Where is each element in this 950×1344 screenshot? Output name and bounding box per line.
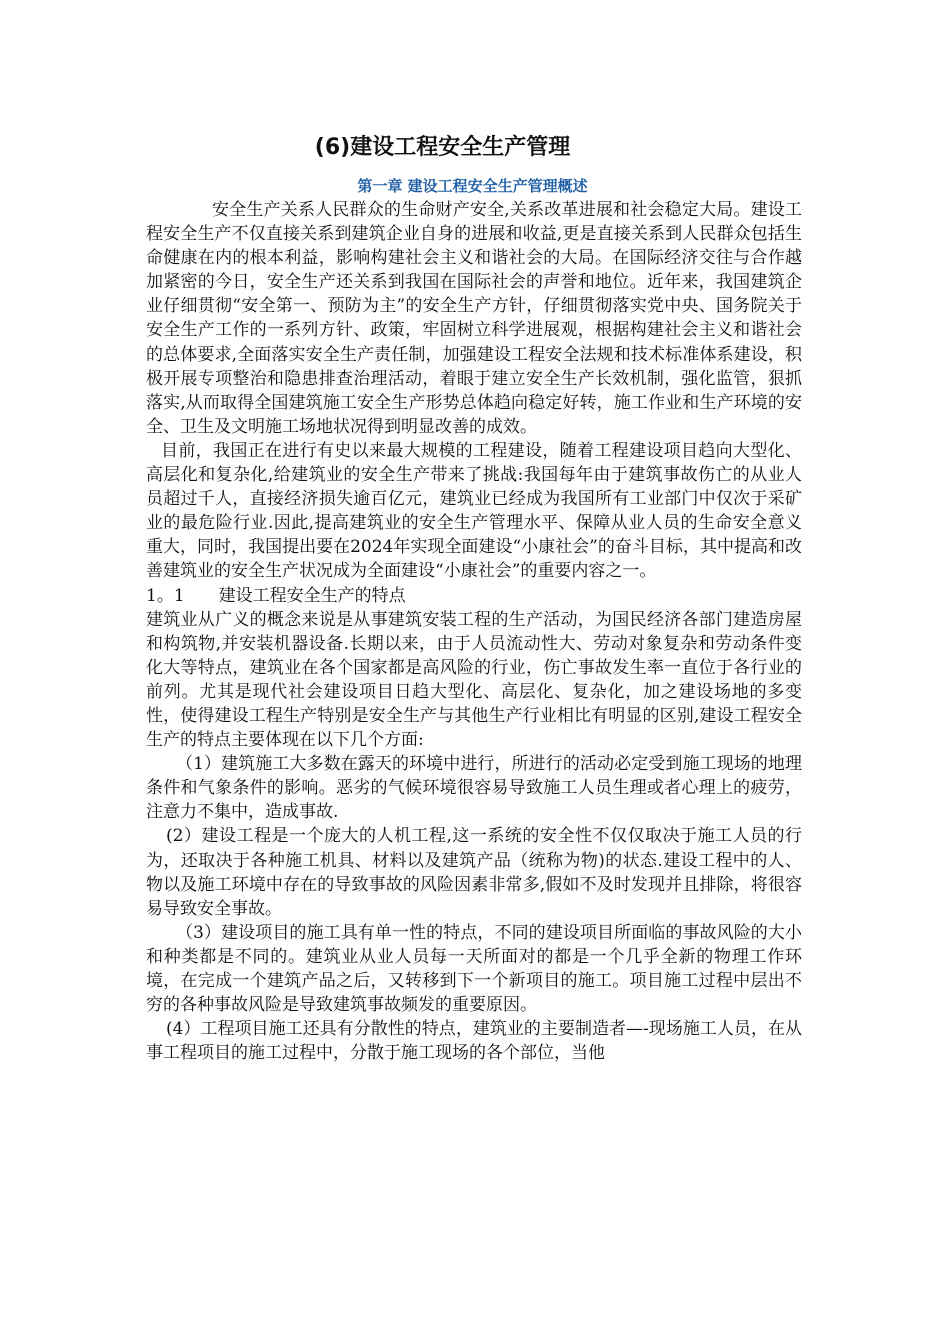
chapter-heading: 第一章 建设工程安全生产管理概述 — [357, 177, 588, 195]
section-heading: 1。1 建设工程安全生产的特点 — [146, 585, 406, 606]
list-item-4: (4）工程项目施工还具有分散性的特点，建筑业的主要制造者—-现场施工人员，在从事工程项目的施工过程中，分散于施工现场的各个部位，当他 — [146, 1019, 802, 1064]
list-item-1: （1）建筑施工大多数在露天的环境中进行，所进行的活动必定受到施工现场的地理条件和气象条件的影响。恶劣的气候环境很容易导致施工人员生理或者心理上的疲劳，注意力不集中，造成事故. — [146, 754, 802, 823]
paragraph-intro: 安全生产关系人民群众的生命财产安全,关系改革进展和社会稳定大局。建设工程安全生产不仅直接关系到建筑企业自身的进展和收益,更是直接关系到人民群众包括生命健康在内的根本利益，影响构建社会主义和谐社会的大局。在国际经济交往与合作越加紧密的今日，安全生产还关系到我国在国际社会的声誉和地位。近年来，我国建筑企业仔细贯彻“安全第一、预防为主”的安全生产方针，仔细贯彻落实党中央、国务院关于安全生产工作的一系列方针、政策，牢固树立科学进展观，根据构建社会主义和谐社会的总体要求,全面落实安全生产责任制，加强建设工程安全法规和技术标准体系建设，积极开展专项整治和隐患排查治理活动，着眼于建立安全生产长效机制，强化监管，狠抓落实,从而取得全国建筑施工安全生产形势总体趋向稳定好转，施工作业和生产环境的安全、卫生及文明施工场地状况得到明显改善的成效。 — [146, 200, 802, 437]
list-item-2: (2）建设工程是一个庞大的人机工程,这一系统的安全性不仅仅取决于施工人员的行为，还取决于各种施工机具、材料以及建筑产品（统称为物)的状态.建设工程中的人、物以及施工环境中存在的导致事故的风险因素非常多,假如不及时发现并且排除，将很容易导致安全事故。 — [146, 826, 802, 919]
document-title: (6)建设工程安全生产管理 — [314, 135, 571, 160]
paragraph-current-situation: 目前，我国正在进行有史以来最大规模的工程建设，随着工程建设项目趋向大型化、高层化和复杂化,给建筑业的安全生产带来了挑战:我国每年由于建筑事故伤亡的从业人员超过千人，直接经济损失逾百亿元，建筑业已经成为我国所有工业部门中仅次于采矿业的最危险行业.因此,提高建筑业的安全生产管理水平、保障从业人员的生命安全意义重大，同时，我国提出要在2024年实现全面建设“小康社会”的奋斗目标，其中提高和改善建筑业的安全生产状况成为全面建设“小康社会”的重要内容之一。 — [146, 440, 802, 582]
list-item-3: （3）建设项目的施工具有单一性的特点，不同的建设项目所面临的事故风险的大小和种类都是不同的。建筑业从业人员每一天所面对的都是一个几乎全新的物理工作环境，在完成一个建筑产品之后，又转移到下一个新项目的施工。项目施工过程中层出不穷的各种事故风险是导致建筑事故频发的重要原因。 — [146, 922, 802, 1016]
document-body — [146, 198, 802, 1065]
section-intro-paragraph: 建筑业从广义的概念来说是从事建筑安装工程的生产活动，为国民经济各部门建造房屋和构筑物,并安装机器设备.长期以来，由于人员流动性大、劳动对象复杂和劳动条件变化大等特点，建筑业在各个国家都是高风险的行业，伤亡事故发生率一直位于各行业的前列。尤其是现代社会建设项目日趋大型化、高层化、复杂化，加之建设场地的多变性，使得建设工程生产特别是安全生产与其他生产行业相比有明显的区别,建设工程安全生产的特点主要体现在以下几个方面: — [146, 609, 802, 751]
